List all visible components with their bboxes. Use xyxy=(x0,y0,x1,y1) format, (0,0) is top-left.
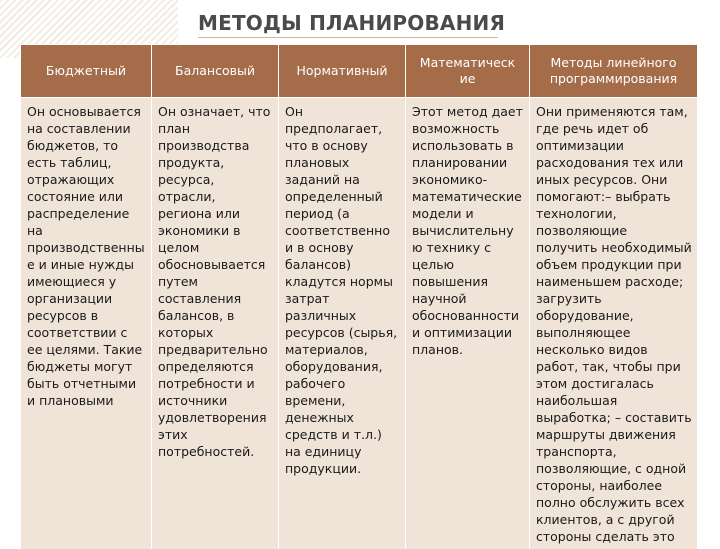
title-underline xyxy=(198,37,498,38)
cell-normative xyxy=(279,98,406,549)
header-balance: Балансовый xyxy=(152,45,279,98)
cell-budget xyxy=(21,98,152,549)
cell-linear-programming-text: Они применяются там, где речь идет об оптимизации расходования тех или иных ресурсов. Они помогают:– выбрать технологии, позволяющие получить необходимый объем продукции при наименьшем расходе; загрузить оборудование, выполняющее несколько видов работ, так, чтобы при этом достигалась наибольшая выработка; – составить маршруты движения транспорта, позволяющие, с одной стороны, наиболее полно обслужить всех клиентов, а с другой стороны сделать это xyxy=(536,103,692,544)
header-mathematical: Математическ ие xyxy=(406,45,530,98)
cell-balance xyxy=(152,98,279,549)
cell-budget-text: Он основывается на составлении бюджетов, то есть таблиц, отражающих состояние или распределение на производственны е и иные нужды имеющиеся у организации ресурсов в соответствии с ее целями. Такие бюджеты могут быть отчетными и плановыми xyxy=(27,103,146,544)
page-title: МЕТОДЫ ПЛАНИРОВАНИЯ xyxy=(198,11,505,35)
header-budget: Бюджетный xyxy=(21,45,152,98)
cell-mathematical-text: Этот метод дает возможность использовать в планировании экономико-математические модели и вычислительну ю технику с целью повышения научной обоснованности и оптимизации планов. xyxy=(412,103,524,544)
header-normative: Нормативный xyxy=(279,45,406,98)
cell-linear-programming xyxy=(530,98,698,549)
cell-mathematical xyxy=(406,98,530,549)
cell-balance-text: Он означает, что план производства продукта, ресурса, отрасли, региона или экономики в целом обосновывается путем составления балансов, в которых предварительно определяются потребности и источники удовлетворения этих потребностей. xyxy=(158,103,273,544)
cell-normative-text: Он предполагает, что в основу плановых заданий на определенный период (а соответственно и в основу балансов) кладутся нормы затрат различных ресурсов (сырья, материалов, оборудования, рабочего времени, денежных средств и т.л.) на единицу продукции. xyxy=(285,103,400,544)
header-linear-programming: Методы линейного программирования xyxy=(530,45,698,98)
planning-methods-table xyxy=(20,44,698,549)
table-row xyxy=(21,98,698,549)
table-header-row xyxy=(21,45,698,98)
